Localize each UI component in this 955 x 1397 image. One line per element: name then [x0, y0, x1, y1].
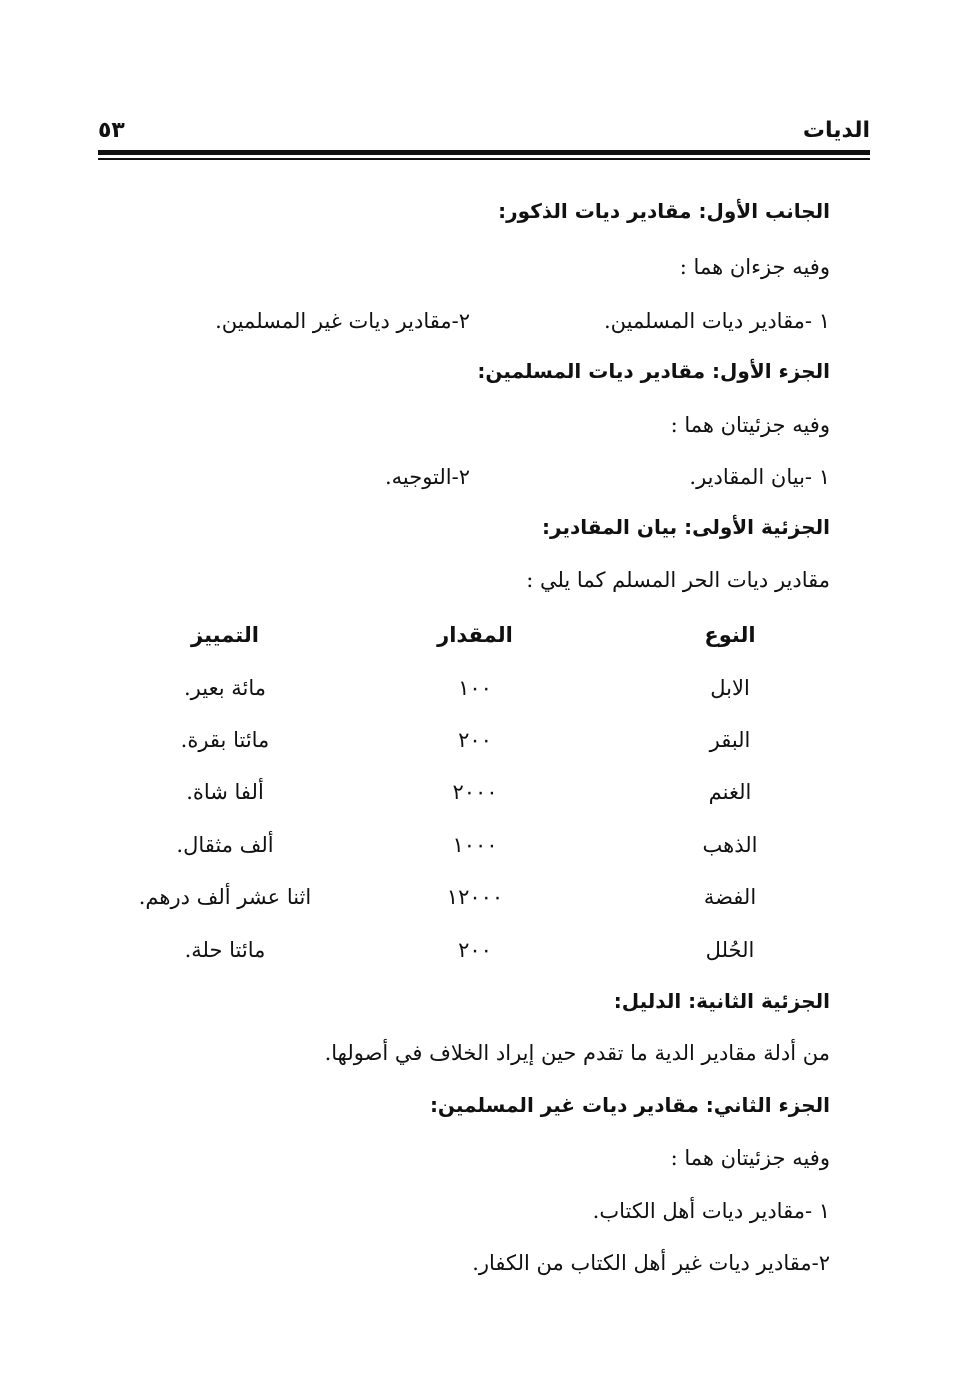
cell-type: الفضة: [703, 885, 757, 909]
header-rule-thick: [98, 150, 870, 155]
cell-amount: ١٠٠: [458, 676, 492, 700]
part2-item-2: ٢-مقادير ديات غير أهل الكتاب من الكفار.: [472, 1251, 830, 1275]
table-row: [100, 772, 830, 812]
table-row: [100, 930, 830, 970]
part1-heading: الجزء الأول: مقادير ديات المسلمين:: [477, 359, 830, 383]
section-heading: الجانب الأول: مقادير ديات الذكور:: [498, 199, 830, 223]
part1-item-1: ١ -بيان المقادير.: [689, 465, 830, 489]
cell-amount: ١٢٠٠٠: [446, 885, 504, 909]
cell-amount: ٢٠٠٠: [452, 780, 498, 804]
cell-desc: مائة بعير.: [183, 676, 266, 700]
sub2-text: من أدلة مقادير الدية ما تقدم حين إيراد الخلاف في أصولها.: [324, 1041, 830, 1065]
cell-type: البقر: [709, 728, 751, 752]
chapter-title: الديات: [802, 118, 870, 143]
table-row: [100, 877, 830, 917]
cell-type: الحُلل: [705, 938, 755, 962]
running-header: [98, 118, 870, 152]
header-rule-thin: [98, 158, 870, 160]
part-item-1: ١ -مقادير ديات المسلمين.: [603, 309, 830, 333]
cell-type: الغنم: [708, 780, 752, 804]
header-desc: التمييز: [191, 623, 259, 647]
cell-desc: ألفا شاة.: [186, 780, 264, 804]
cell-desc: ألف مثقال.: [176, 833, 274, 857]
intro-parts: وفيه جزءان هما :: [679, 255, 830, 279]
part2-intro: وفيه جزئيتان هما :: [670, 1146, 830, 1170]
cell-type: الابل: [710, 676, 750, 700]
part2-heading: الجزء الثاني: مقادير ديات غير المسلمين:: [429, 1093, 830, 1117]
sub1-heading: الجزئية الأولى: بيان المقادير:: [542, 515, 830, 539]
cell-desc: مائتا حلة.: [184, 938, 266, 962]
header-amount: المقدار: [437, 623, 513, 647]
cell-amount: ٢٠٠: [458, 728, 492, 752]
table-header-row: [100, 615, 830, 655]
cell-desc: اثنا عشر ألف درهم.: [138, 885, 312, 909]
cell-desc: مائتا بقرة.: [180, 728, 270, 752]
table-row: [100, 720, 830, 760]
page-number: ٥٣: [98, 118, 125, 143]
sub2-heading: الجزئية الثانية: الدليل:: [613, 989, 830, 1013]
part1-intro: وفيه جزئيتان هما :: [670, 413, 830, 437]
table-row: [100, 668, 830, 708]
part1-item-2: ٢-التوجيه.: [384, 465, 470, 489]
header-type: النوع: [704, 623, 756, 647]
cell-type: الذهب: [702, 833, 758, 857]
table-row: [100, 825, 830, 865]
part-item-2: ٢-مقادير ديات غير المسلمين.: [215, 309, 470, 333]
part2-item-1: ١ -مقادير ديات أهل الكتاب.: [592, 1199, 830, 1223]
cell-amount: ١٠٠٠: [452, 833, 498, 857]
sub1-intro: مقادير ديات الحر المسلم كما يلي :: [526, 568, 830, 592]
cell-amount: ٢٠٠: [458, 938, 492, 962]
